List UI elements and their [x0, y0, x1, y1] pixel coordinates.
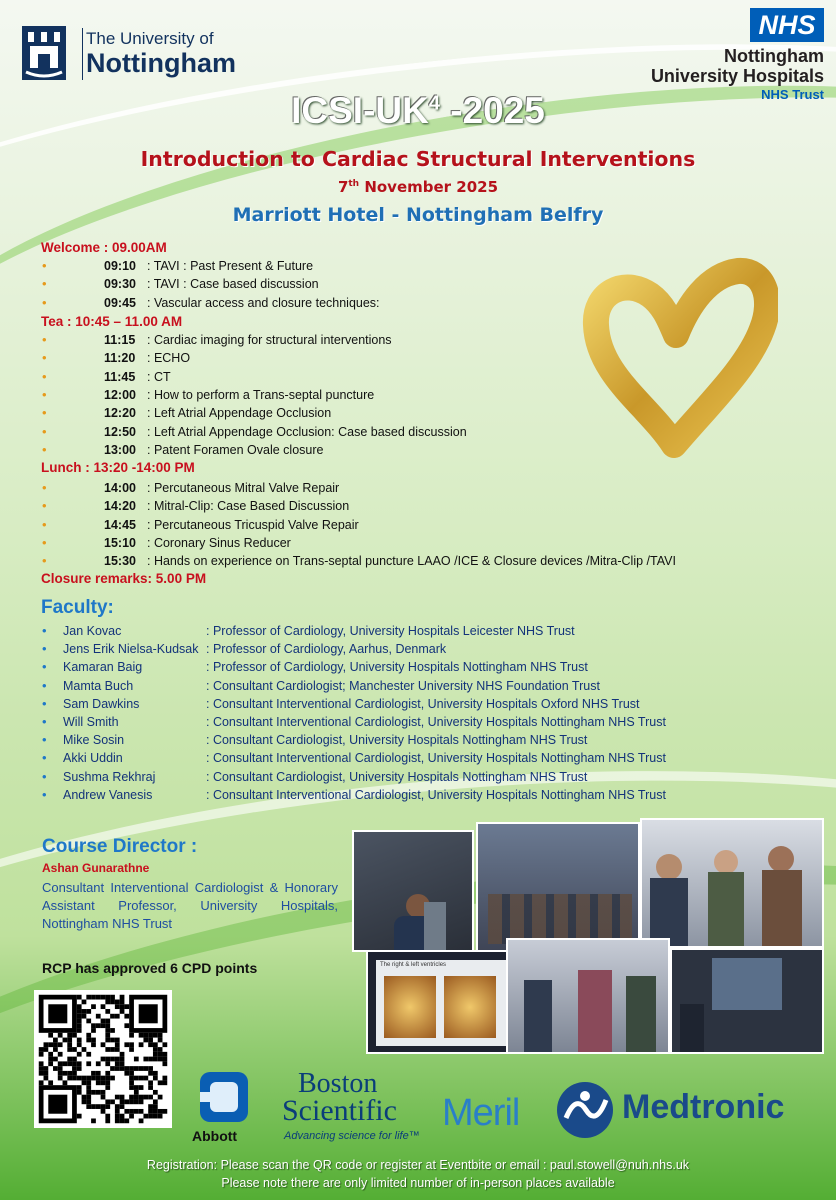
- bullet-icon: •: [42, 294, 47, 310]
- schedule-time: 15:30: [104, 554, 136, 569]
- faculty-member: [0, 642, 836, 660]
- schedule-description: : Patent Foramen Ovale closure: [147, 442, 324, 457]
- faculty-role: : Professor of Cardiology, Aarhus, Denmark: [206, 642, 447, 657]
- faculty-name: Sushma Rekhraj: [63, 769, 156, 784]
- faculty-role: : Consultant Cardiologist, University Hospitals Nottingham NHS Trust: [206, 769, 588, 784]
- bullet-icon: •: [42, 786, 47, 802]
- event-date: [0, 178, 836, 196]
- schedule-description: : Coronary Sinus Reducer: [147, 535, 291, 550]
- bullet-icon: •: [42, 714, 47, 729]
- faculty-member: [0, 624, 836, 642]
- schedule-item: [0, 277, 836, 295]
- abbott-icon: [198, 1068, 250, 1126]
- title-superscript: 4: [428, 92, 440, 115]
- title-main: ICSI-UK: [291, 90, 429, 131]
- bullet-icon: •: [42, 516, 47, 532]
- schedule-time: 09:45: [104, 295, 136, 310]
- photo-screen: [366, 950, 516, 1054]
- faculty-name: Mike Sosin: [63, 733, 125, 748]
- closure-heading: Closure remarks: 5.00 PM: [41, 571, 207, 586]
- bullet-icon: •: [42, 659, 47, 675]
- faculty-name: Jens Erik Nielsa-Kudsak: [63, 642, 199, 657]
- title-year: -2025: [439, 90, 545, 131]
- schedule-description: : Percutaneous Mitral Valve Repair: [147, 481, 340, 495]
- photo-speaker: [352, 830, 474, 952]
- nhs-logo: NHS: [750, 8, 824, 42]
- schedule-time: 12:00: [104, 387, 136, 402]
- photo-video-conference: [670, 948, 824, 1054]
- faculty-member: [0, 697, 836, 715]
- course-director-title: Course Director :: [42, 836, 198, 857]
- event-venue: Marriott Hotel - Nottingham Belfry: [232, 204, 604, 226]
- boston-line1: Boston: [298, 1068, 378, 1099]
- university-name-line1: The University of: [86, 29, 214, 48]
- schedule-description: : Left Atrial Appendage Occlusion: [147, 406, 332, 421]
- registration-qr-code[interactable]: [34, 990, 172, 1128]
- schedule-time: 09:10: [104, 259, 136, 273]
- photo-audience: [476, 822, 640, 952]
- schedule-time: 11:15: [104, 333, 136, 347]
- bullet-icon: •: [42, 368, 47, 384]
- bullet-icon: •: [42, 750, 47, 766]
- bullet-icon: •: [42, 695, 47, 711]
- schedule-description: : Vascular access and closure techniques:: [147, 295, 380, 310]
- faculty-name: Sam Dawkins: [63, 696, 140, 711]
- nhs-line2: University Hospitals: [650, 66, 824, 87]
- university-name: [86, 30, 236, 77]
- photo-workshop: [506, 938, 670, 1054]
- registration-line: Registration: Please scan the QR code or register at Eventbite or email : paul.stowell@nuh.nhs.uk: [146, 1158, 690, 1172]
- tea-heading: Tea : 10:45 – 11.00 AM: [41, 314, 183, 329]
- schedule-description: : TAVI : Past Present & Future: [147, 259, 314, 273]
- date-month-year: November 2025: [359, 178, 499, 196]
- faculty-role: : Consultant Cardiologist, University Hospitals Nottingham NHS Trust: [206, 733, 588, 748]
- schedule-time: 12:20: [104, 406, 136, 421]
- event-subtitle: Introduction to Cardiac Structural Interventions: [140, 147, 696, 171]
- schedule-time: 14:00: [104, 481, 136, 495]
- bullet-icon: •: [42, 732, 47, 748]
- nhs-line1: Nottingham: [724, 46, 824, 66]
- bullet-icon: •: [42, 623, 47, 638]
- places-note: Please note there are only limited number of in-person places available: [221, 1176, 615, 1190]
- faculty-name: Jan Kovac: [63, 624, 122, 638]
- faculty-role: : Consultant Cardiologist; Manchester University NHS Foundation Trust: [206, 678, 600, 693]
- schedule-description: : Mitral-Clip: Case Based Discussion: [147, 499, 350, 514]
- faculty-name: Akki Uddin: [63, 751, 123, 766]
- bullet-icon: •: [42, 332, 47, 347]
- schedule-item: [0, 425, 836, 443]
- bullet-icon: •: [42, 768, 47, 784]
- bullet-icon: •: [42, 441, 47, 457]
- photo-hands-on-group: [640, 818, 824, 948]
- schedule-item: [0, 481, 836, 499]
- faculty-member: [0, 751, 836, 769]
- abbott-logo: [190, 1068, 258, 1148]
- schedule-time: 09:30: [104, 277, 136, 292]
- schedule-description: : CT: [147, 369, 171, 384]
- faculty-name: Kamaran Baig: [63, 660, 143, 675]
- schedule-item: [0, 259, 836, 277]
- medtronic-name: Medtronic: [622, 1088, 785, 1126]
- cpd-points: RCP has approved 6 CPD points: [42, 960, 258, 976]
- medtronic-icon: [552, 1080, 618, 1140]
- schedule-time: 12:50: [104, 424, 136, 439]
- faculty-name: Will Smith: [63, 715, 119, 729]
- schedule-item: [0, 388, 836, 406]
- bullet-icon: •: [42, 386, 47, 402]
- schedule-time: 14:20: [104, 499, 136, 514]
- faculty-role: : Consultant Interventional Cardiologist, University Hospitals Nottingham NHS Trust: [206, 751, 666, 766]
- bullet-icon: •: [42, 276, 47, 292]
- faculty-title: Faculty:: [41, 597, 114, 618]
- nhs-line3: NHS Trust: [761, 87, 824, 103]
- schedule-item: [0, 536, 836, 554]
- faculty-member: [0, 660, 836, 678]
- schedule-time: 15:10: [104, 535, 136, 550]
- faculty-name: Mamta Buch: [63, 678, 134, 693]
- schedule-item: [0, 406, 836, 424]
- faculty-role: : Professor of Cardiology, University Hospitals Nottingham NHS Trust: [206, 660, 588, 675]
- schedule-item: [0, 554, 836, 572]
- castle-crest-icon: [14, 22, 74, 84]
- course-director-description: Consultant Interventional Cardiologist & Honorary Assistant Professor, University Hospitals, Nottingham NHS Trust: [42, 880, 338, 931]
- schedule-item: [0, 443, 836, 461]
- lunch-heading: Lunch : 13:20 -14:00 PM: [41, 460, 195, 475]
- schedule-description: : Hands on experience on Trans-septal puncture LAAO /ICE & Closure devices /Mitra-Clip /TAVI: [147, 554, 676, 569]
- schedule-item: [0, 351, 836, 369]
- schedule-description: : How to perform a Trans-septal puncture: [147, 387, 375, 402]
- schedule-item: [0, 499, 836, 517]
- bullet-icon: •: [42, 258, 47, 273]
- bullet-icon: •: [42, 480, 47, 495]
- faculty-member: [0, 788, 836, 806]
- boston-tagline: Advancing science for life™: [284, 1130, 420, 1142]
- schedule-time: 14:45: [104, 517, 136, 532]
- schedule-description: : ECHO: [147, 351, 191, 366]
- bullet-icon: •: [42, 498, 47, 514]
- faculty-member: [0, 733, 836, 751]
- faculty-member: [0, 679, 836, 697]
- course-director-name: Ashan Gunarathne: [42, 861, 150, 875]
- schedule-description: : Cardiac imaging for structural interventions: [147, 333, 392, 347]
- faculty-name: Andrew Vanesis: [63, 787, 153, 802]
- schedule-time: 11:45: [104, 369, 136, 384]
- schedule-time: 11:20: [104, 351, 136, 366]
- faculty-role: : Professor of Cardiology, University Hospitals Leicester NHS Trust: [206, 624, 575, 638]
- abbott-name: Abbott: [192, 1128, 238, 1144]
- welcome-heading: Welcome : 09.00AM: [41, 240, 167, 255]
- bullet-icon: •: [42, 423, 47, 439]
- bullet-icon: •: [42, 534, 47, 550]
- screen-caption: The right & left ventricles: [380, 962, 447, 968]
- boston-line2: Scientific: [282, 1094, 397, 1127]
- schedule-item: [0, 333, 836, 351]
- faculty-role: : Consultant Interventional Cardiologist, University Hospitals Nottingham NHS Trust: [206, 787, 666, 802]
- boston-scientific-logo: [276, 1070, 436, 1150]
- schedule-description: : Percutaneous Tricuspid Valve Repair: [147, 517, 359, 532]
- schedule-description: : Left Atrial Appendage Occlusion: Case based discussion: [147, 424, 467, 439]
- university-name-line2: Nottingham: [86, 48, 236, 78]
- schedule-time: 13:00: [104, 442, 136, 457]
- faculty-member: [0, 770, 836, 788]
- bullet-icon: •: [42, 350, 47, 366]
- schedule-item: [0, 370, 836, 388]
- schedule-description: : TAVI : Case based discussion: [147, 277, 319, 292]
- schedule-item: [0, 296, 836, 314]
- bullet-icon: •: [42, 677, 47, 693]
- faculty-role: : Consultant Interventional Cardiologist, University Hospitals Oxford NHS Trust: [206, 696, 640, 711]
- faculty-member: [0, 715, 836, 733]
- faculty-role: : Consultant Interventional Cardiologist, University Hospitals Nottingham NHS Trust: [206, 715, 666, 729]
- date-day: 7: [337, 178, 349, 196]
- bullet-icon: •: [42, 405, 47, 421]
- registration-footer: [0, 1156, 836, 1192]
- event-title: [0, 87, 836, 132]
- date-suffix: th: [348, 179, 360, 189]
- bullet-icon: •: [42, 641, 47, 657]
- meril-logo: Meril: [442, 1092, 520, 1134]
- bullet-icon: •: [42, 553, 47, 569]
- schedule-item: [0, 518, 836, 536]
- medtronic-logo: [552, 1080, 822, 1140]
